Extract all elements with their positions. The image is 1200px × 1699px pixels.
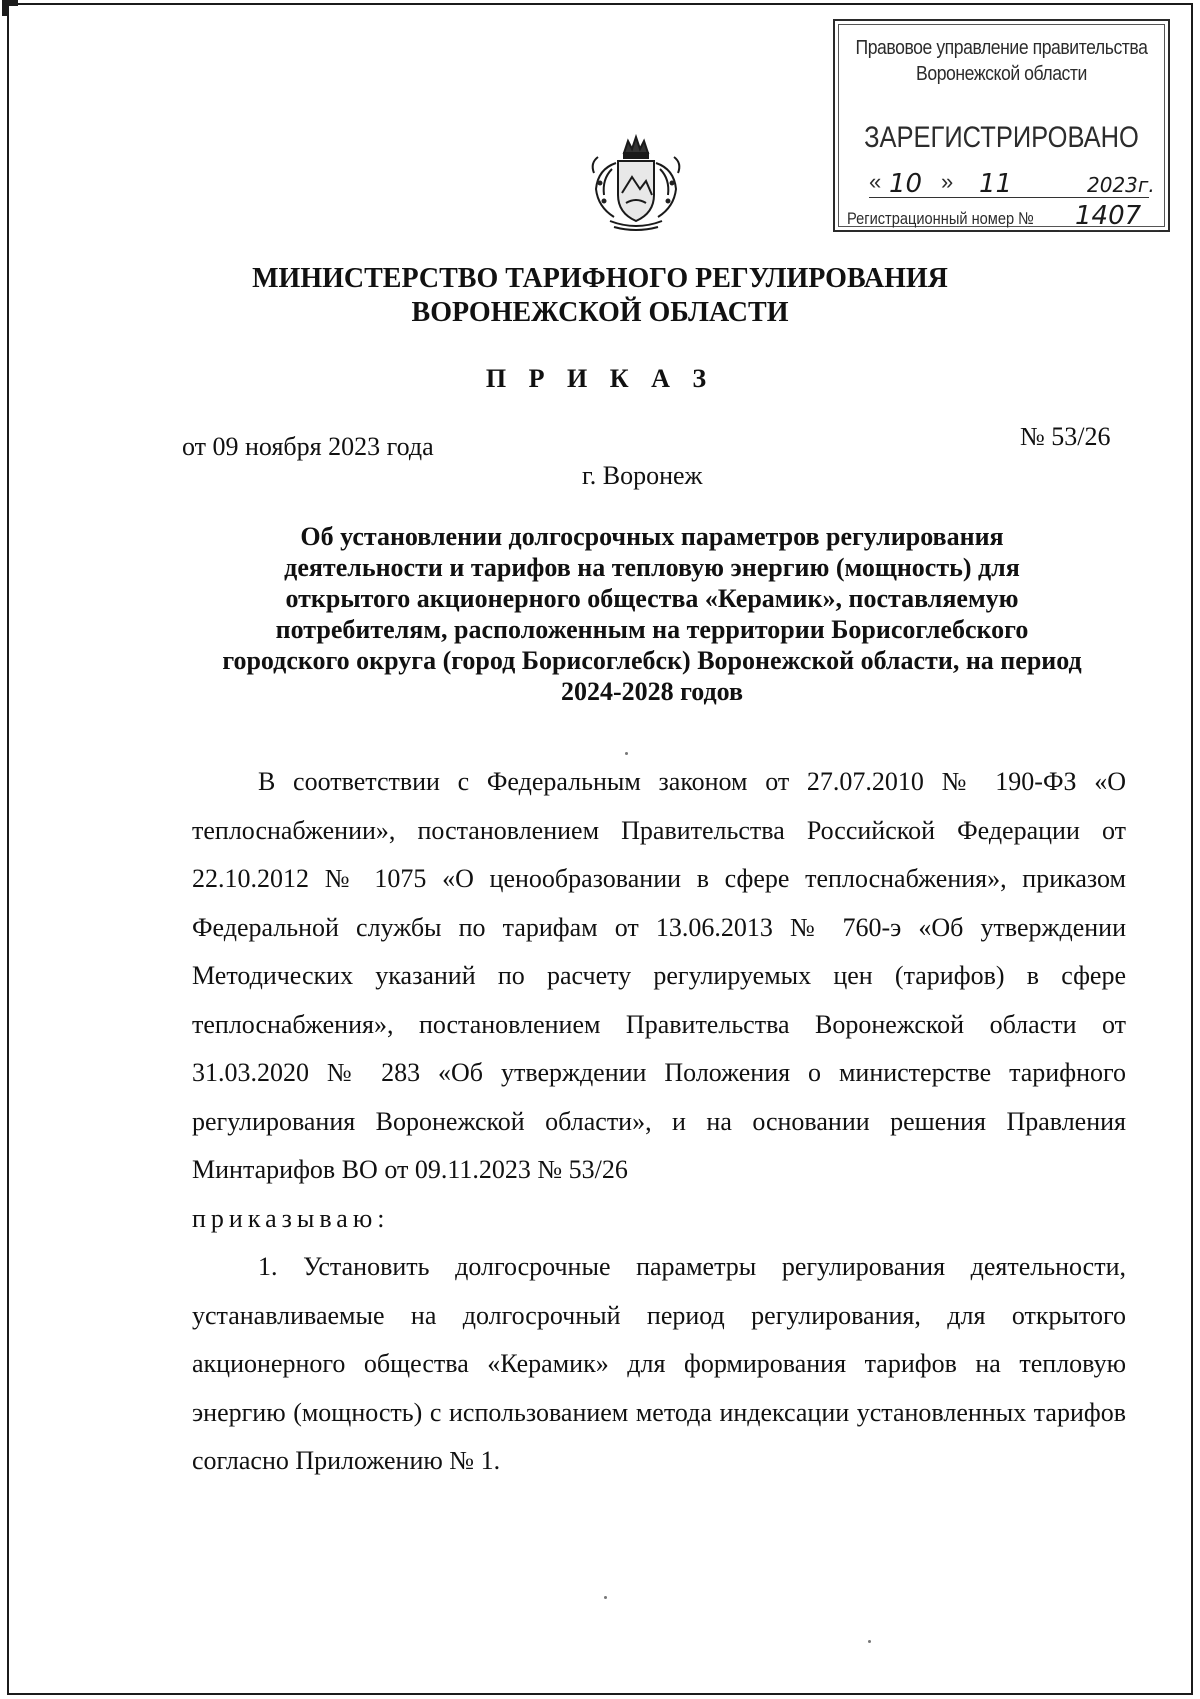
subject-line: потребителям, расположенным на территории Борисоглебского: [275, 615, 1029, 644]
subject-line: городского округа (город Борисоглебск) Воронежской области, на период: [222, 646, 1082, 675]
ministry-name-line-1: МИНИСТЕРСТВО ТАРИФНОГО РЕГУЛИРОВАНИЯ: [252, 263, 948, 294]
document-type-title: П Р И К А З: [485, 364, 715, 393]
scan-corner-mark: [2, 0, 18, 16]
order-verb: приказываю:: [192, 1203, 390, 1233]
stamp-date-open-quote: «: [869, 169, 882, 194]
order-item-1: 1. Установить долгосрочные параметры регулирования деятельности, устанавливаемые на долгосрочный период регулирования, для открытого акционерного общества «Керамик» для формирования тарифов на тепловую энергию (мощность) с использованием метода индексации установленных тарифов согласно Приложению № 1.: [192, 1252, 1126, 1475]
stamp-regnum-label: Регистрационный номер №: [847, 209, 1034, 228]
order-city: г. Воронеж: [582, 461, 703, 490]
stamp-registered-label: ЗАРЕГИСТРИРОВАНО: [864, 121, 1139, 154]
stamp-date-month: 11: [979, 169, 1013, 199]
preamble-paragraph: В соответствии с Федеральным законом от 27.07.2010 № 190-ФЗ «О теплоснабжении», постановлением Правительства Российской Федерации от 22.10.2012 № 1075 «О ценообразовании в сфере теплоснабжения», приказом Федеральной службы по тарифам от 13.06.2013 № 760-э «Об утверждении Методических указаний по расчету регулируемых цен (тарифов) в сфере теплоснабжения», постановлением Правительства Воронежской области от 31.03.2020 № 283 «Об утверждении Положения о министерстве тарифного регулирования Воронежской области», и на основании решения Правления Минтарифов ВО от 09.11.2023 № 53/26: [192, 767, 1126, 1184]
stamp-date: [869, 169, 1159, 199]
subject-line: открытого акционерного общества «Керамик», поставляемую: [285, 584, 1019, 613]
ministry-name: [0, 262, 1200, 330]
coat-of-arms-icon: [588, 133, 684, 233]
stamp-date-underline: [869, 197, 1149, 198]
order-number: № 53/26: [1020, 422, 1111, 451]
stamp-registration-number: [847, 201, 1167, 233]
scan-speck: [604, 1596, 607, 1599]
stamp-date-day: 10: [889, 169, 923, 199]
order-subject: [176, 521, 1128, 707]
stamp-date-year: 2023г.: [1087, 173, 1155, 197]
registration-stamp: [833, 19, 1170, 232]
ministry-name-line-2: ВОРОНЕЖСКОЙ ОБЛАСТИ: [411, 297, 789, 328]
stamp-date-close-quote: »: [941, 169, 954, 194]
order-date: от 09 ноября 2023 года: [182, 432, 434, 461]
stamp-organization: [855, 35, 1148, 87]
subject-line: Об установлении долгосрочных параметров регулирования: [300, 522, 1004, 551]
stamp-org-line-1: Правовое управление правительства: [855, 37, 1148, 59]
stamp-org-line-2: Воронежской области: [916, 63, 1087, 85]
scan-speck: [868, 1640, 871, 1643]
stamp-regnum-value: 1407: [1075, 201, 1142, 231]
scan-speck: [625, 752, 628, 755]
subject-line: деятельности и тарифов на тепловую энергию (мощность) для: [284, 553, 1020, 582]
order-body: [192, 758, 1126, 1486]
subject-line: 2024-2028 годов: [560, 677, 744, 706]
